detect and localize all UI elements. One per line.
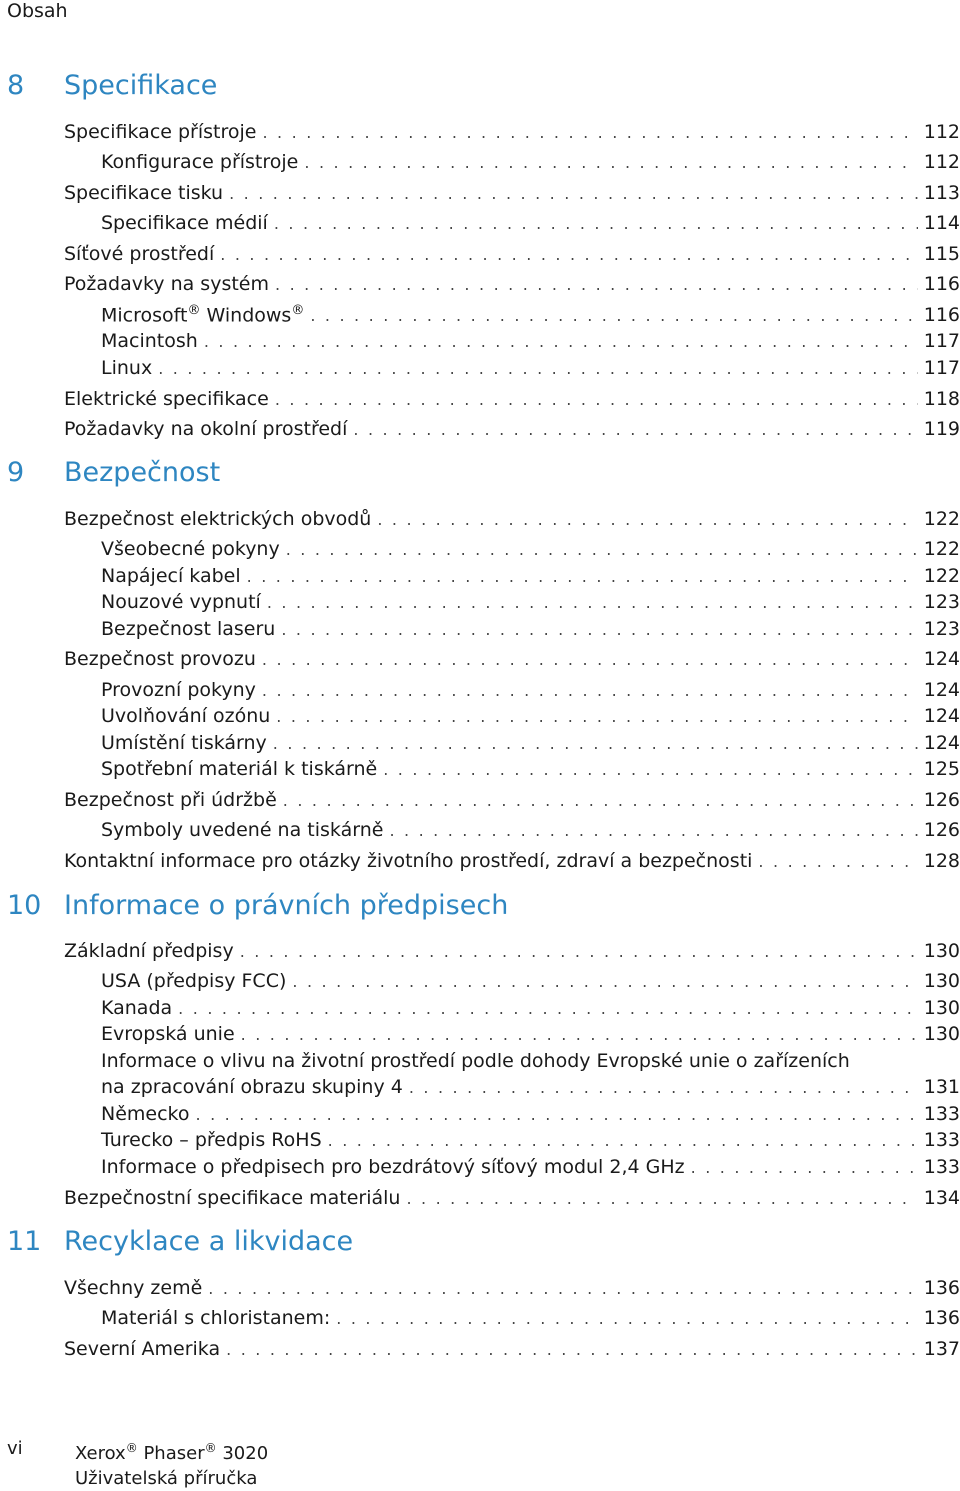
dot-leader (158, 359, 918, 378)
dot-leader (377, 510, 917, 529)
dot-leader (273, 734, 918, 753)
toc-entry[interactable]: Bezpečnost laseru . . . 123 (101, 618, 960, 640)
page-number: 124 (923, 679, 960, 701)
dot-leader (196, 1105, 918, 1124)
toc-entry[interactable]: Symboly uvedené na tiskárně . . . 126 (101, 819, 960, 841)
chapter-number: 8 (7, 70, 25, 101)
page-number: 122 (923, 538, 960, 560)
toc-entry[interactable]: Specifikace médií . . . 114 (101, 212, 960, 234)
page-number: 118 (923, 388, 960, 410)
chapter-heading-11[interactable] (7, 1226, 353, 1257)
toc-entry[interactable]: Síťové prostředí . . . 115 (64, 243, 960, 265)
page-number: 117 (923, 330, 960, 352)
toc-entry[interactable]: Macintosh . . . 117 (101, 330, 960, 352)
footer-product (75, 1436, 268, 1491)
dot-leader (262, 123, 917, 142)
toc-entry[interactable]: Všeobecné pokyny . . . 122 (101, 538, 960, 560)
toc-entry[interactable]: Konfigurace přístroje . . . 112 (101, 151, 960, 173)
page-number: 133 (923, 1129, 960, 1151)
page-number: 136 (923, 1277, 960, 1299)
dot-leader (276, 707, 917, 726)
dot-leader (336, 1309, 917, 1328)
chapter-title: Informace o právních předpisech (64, 890, 509, 921)
toc-entry[interactable]: Napájecí kabel . . . 122 (101, 565, 960, 587)
toc-entry[interactable]: Požadavky na okolní prostředí . . . 119 (64, 418, 960, 440)
toc-entry[interactable]: Provozní pokyny . . . 124 (101, 679, 960, 701)
footer-page-number: vi (7, 1438, 23, 1459)
dot-leader (229, 184, 918, 203)
chapter-heading-8[interactable] (7, 70, 217, 101)
dot-leader (275, 390, 918, 409)
page-number: 131 (923, 1076, 960, 1098)
toc-entry[interactable]: Turecko – předpis RoHS . . . 133 (101, 1129, 960, 1151)
dot-leader (292, 972, 917, 991)
page-number: 122 (923, 508, 960, 530)
chapter-title: Recyklace a likvidace (64, 1226, 354, 1257)
page-number: 133 (923, 1156, 960, 1178)
dot-leader (691, 1158, 918, 1177)
page-number: 116 (923, 304, 960, 327)
page-number: 124 (923, 648, 960, 670)
page-number: 112 (923, 121, 960, 143)
dot-leader (240, 942, 918, 961)
dot-leader (220, 245, 917, 264)
dot-leader (262, 681, 918, 700)
dot-leader (274, 214, 918, 233)
page-number: 130 (923, 940, 960, 962)
dot-leader (241, 1025, 918, 1044)
chapter-number: 10 (7, 890, 42, 921)
toc-entry[interactable]: Bezpečnost při údržbě . . . 126 (64, 789, 960, 811)
page-number: 124 (923, 732, 960, 754)
toc-entry[interactable]: Elektrické specifikace . . . 118 (64, 388, 960, 410)
dot-leader (310, 306, 917, 325)
toc-entry[interactable]: Materiál s chloristanem: . . . 136 (101, 1307, 960, 1329)
toc-entry[interactable]: Umístění tiskárny . . . 124 (101, 732, 960, 754)
page-number: 117 (923, 357, 960, 379)
page-number: 126 (923, 789, 960, 811)
page-number: 116 (923, 273, 960, 295)
chapter-number: 9 (7, 457, 25, 488)
toc-entry[interactable]: Bezpečnost provozu . . . 124 (64, 648, 960, 670)
toc-entry[interactable]: Uvolňování ozónu . . . 124 (101, 705, 960, 727)
page-number: 136 (923, 1307, 960, 1329)
toc-entry[interactable]: Linux . . . 117 (101, 357, 960, 379)
toc-entry[interactable]: Všechny země . . . 136 (64, 1277, 960, 1299)
page-number: 130 (923, 997, 960, 1019)
page-number: 123 (923, 591, 960, 613)
toc-entry[interactable]: Německo . . . 133 (101, 1103, 960, 1125)
toc-entry-first-line[interactable]: Informace o vlivu na životní prostředí podle dohody Evropské unie o zařízeních (101, 1050, 850, 1072)
page-number: 125 (923, 758, 960, 780)
dot-leader (406, 1189, 917, 1208)
toc-entry[interactable]: Microsoft® Windows® . . . 116 (101, 303, 960, 326)
page-number: 112 (923, 151, 960, 173)
dot-leader (247, 567, 918, 586)
dot-leader (353, 420, 917, 439)
page-number: 114 (923, 212, 960, 234)
toc-entry[interactable]: na zpracování obrazu skupiny 4 . . . 131 (101, 1076, 960, 1098)
toc-entry[interactable]: Specifikace přístroje . . . 112 (64, 121, 960, 143)
chapter-title: Specifikace (64, 70, 218, 101)
dot-leader (286, 540, 918, 559)
page-number: 115 (923, 243, 960, 265)
dot-leader (389, 821, 917, 840)
dot-leader (267, 593, 918, 612)
toc-entry[interactable]: Kanada . . . 130 (101, 997, 960, 1019)
toc-entry[interactable]: Základní předpisy . . . 130 (64, 940, 960, 962)
dot-leader (383, 760, 918, 779)
page-number: 137 (923, 1338, 960, 1360)
toc-entry[interactable]: Informace o předpisech pro bezdrátový síťový modul 2,4 GHz . . . 133 (101, 1156, 960, 1178)
page-number: 126 (923, 819, 960, 841)
toc-entry[interactable]: Nouzové vypnutí . . . 123 (101, 591, 960, 613)
toc-entry[interactable]: Kontaktní informace pro otázky životního prostředí, zdraví a bezpečnosti . . . 128 (64, 850, 960, 872)
page-number: 134 (923, 1187, 960, 1209)
chapter-number: 11 (7, 1226, 42, 1257)
dot-leader (283, 791, 918, 810)
footer-product-name: Xerox® Phaser® 3020 (75, 1441, 269, 1464)
chapter-heading-10[interactable] (7, 890, 508, 921)
page-number: 130 (923, 1023, 960, 1045)
page-number: 122 (923, 565, 960, 587)
page-number: 128 (923, 850, 960, 872)
page-number: 124 (923, 705, 960, 727)
footer-guide-name: Uživatelská příručka (75, 1468, 258, 1489)
toc-entry[interactable]: Bezpečnost elektrických obvodů . . . 122 (64, 508, 960, 530)
dot-leader (275, 275, 918, 294)
dot-leader (281, 620, 917, 639)
dot-leader (226, 1340, 918, 1359)
page-number: 133 (923, 1103, 960, 1125)
toc-entry[interactable]: Evropská unie . . . 130 (101, 1023, 960, 1045)
toc-entry[interactable]: Spotřební materiál k tiskárně . . . 125 (101, 758, 960, 780)
toc-entry[interactable]: USA (předpisy FCC) . . . 130 (101, 970, 960, 992)
dot-leader (262, 650, 918, 669)
page-number: 123 (923, 618, 960, 640)
page-number: 130 (923, 970, 960, 992)
dot-leader (758, 852, 917, 871)
dot-leader (409, 1078, 918, 1097)
dot-leader (328, 1131, 918, 1150)
running-header: Obsah (7, 0, 68, 22)
dot-leader (204, 332, 918, 351)
chapter-heading-9[interactable] (7, 457, 220, 488)
toc-entry[interactable]: Bezpečnostní specifikace materiálu . . . 134 (64, 1187, 960, 1209)
dot-leader (178, 999, 918, 1018)
page-number: 119 (923, 418, 960, 440)
dot-leader (304, 153, 917, 172)
toc-entry[interactable]: Specifikace tisku . . . 113 (64, 182, 960, 204)
toc-entry[interactable]: Severní Amerika . . . 137 (64, 1338, 960, 1360)
page-number: 113 (923, 182, 960, 204)
dot-leader (208, 1279, 917, 1298)
toc-entry[interactable]: Požadavky na systém . . . 116 (64, 273, 960, 295)
chapter-title: Bezpečnost (64, 457, 221, 488)
